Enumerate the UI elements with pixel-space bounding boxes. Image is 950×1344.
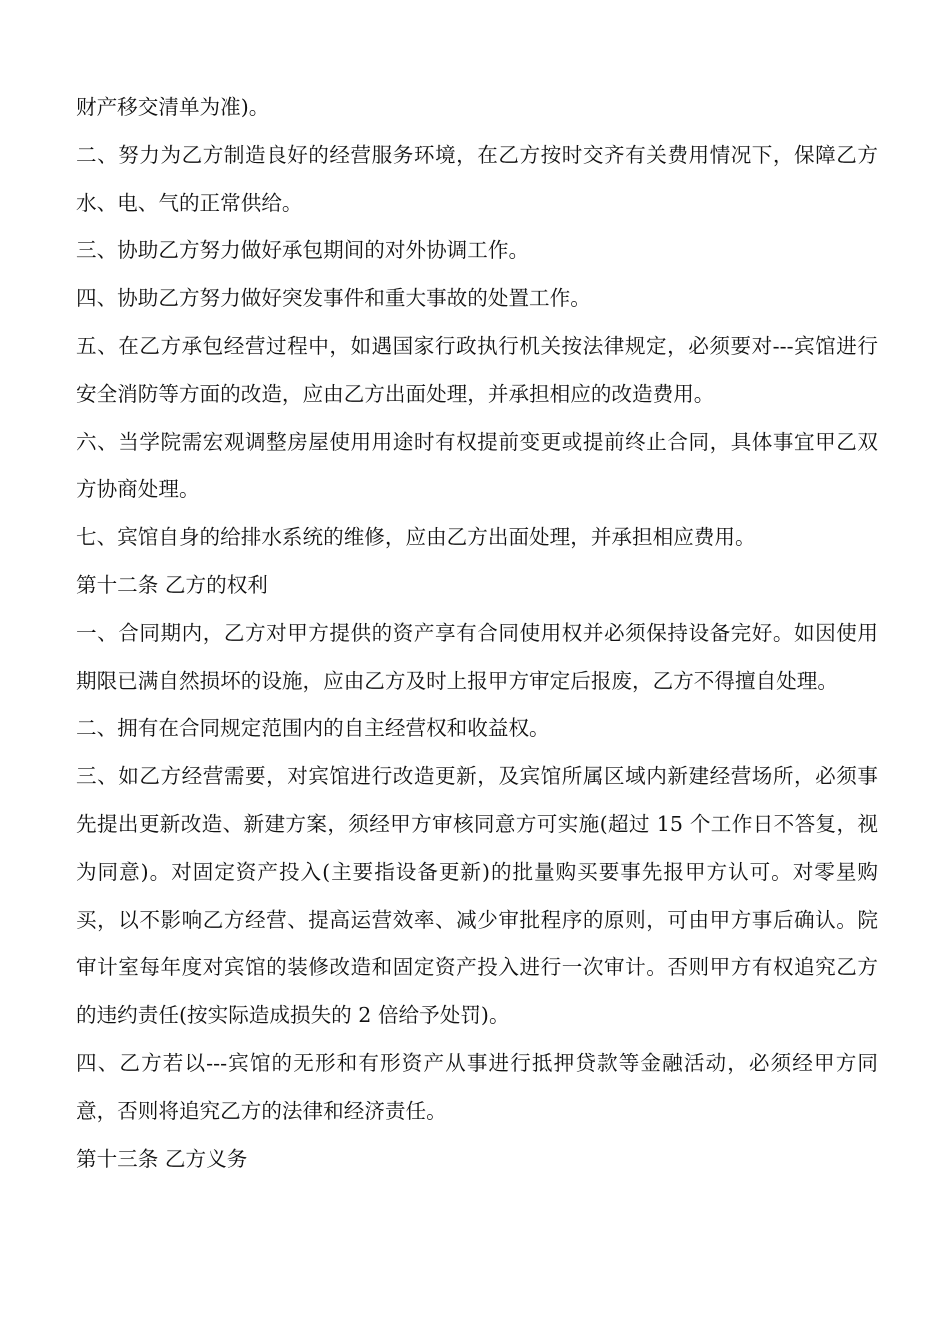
paragraph-party-b-right-2: 二、拥有在合同规定范围内的自主经营权和收益权。	[76, 716, 550, 741]
paragraph-party-a-duty-4: 四、协助乙方努力做好突发事件和重大事故的处置工作。	[76, 286, 591, 311]
paragraph-party-b-right-4: 四、乙方若以---宾馆的无形和有形资产从事进行抵押贷款等金融活动，必须经甲方同意，否则将追究乙方的法律和经济责任。	[76, 1050, 878, 1123]
paragraph-party-a-duty-3: 三、协助乙方努力做好承包期间的对外协调工作。	[76, 238, 530, 263]
article-12-heading: 第十二条 乙方的权利	[76, 572, 268, 597]
article-13-heading: 第十三条 乙方义务	[76, 1146, 248, 1171]
paragraph-party-a-duty-2: 二、努力为乙方制造良好的经营服务环境，在乙方按时交齐有关费用情况下，保障乙方水、电、气的正常供给。	[76, 142, 878, 215]
paragraph-party-b-right-3: 三、如乙方经营需要，对宾馆进行改造更新，及宾馆所属区域内新建经营场所，必须事先提出更新改造、新建方案，须经甲方审核同意方可实施(超过 15 个工作日不答复，视为同意)。对固定资产投入(主要指设备更新)的批量购买要事先报甲方认可。对零星购买，以不影响乙方经营、提高运营效率、减少审批程序的原则，可由甲方事后确认。院审计室每年度对宾馆的装修改造和固定资产投入进行一次审计。否则甲方有权追究乙方的违约责任(按实际造成损失的 2 倍给予处罚)。	[76, 764, 878, 1028]
paragraph-property-handover: 财产移交清单为准)。	[76, 95, 270, 119]
document-page	[76, 84, 878, 1183]
paragraph-party-a-duty-6: 六、当学院需宏观调整房屋使用用途时有权提前变更或提前终止合同，具体事宜甲乙双方协商处理。	[76, 429, 878, 502]
paragraph-party-a-duty-5: 五、在乙方承包经营过程中，如遇国家行政执行机关按法律规定，必须要对---宾馆进行安全消防等方面的改造，应由乙方出面处理，并承担相应的改造费用。	[76, 333, 878, 406]
paragraph-party-b-right-1: 一、合同期内，乙方对甲方提供的资产享有合同使用权并必须保持设备完好。如因使用期限已满自然损坏的设施，应由乙方及时上报甲方审定后报废，乙方不得擅自处理。	[76, 620, 878, 693]
paragraph-party-a-duty-7: 七、宾馆自身的给排水系统的维修，应由乙方出面处理，并承担相应费用。	[76, 525, 756, 550]
